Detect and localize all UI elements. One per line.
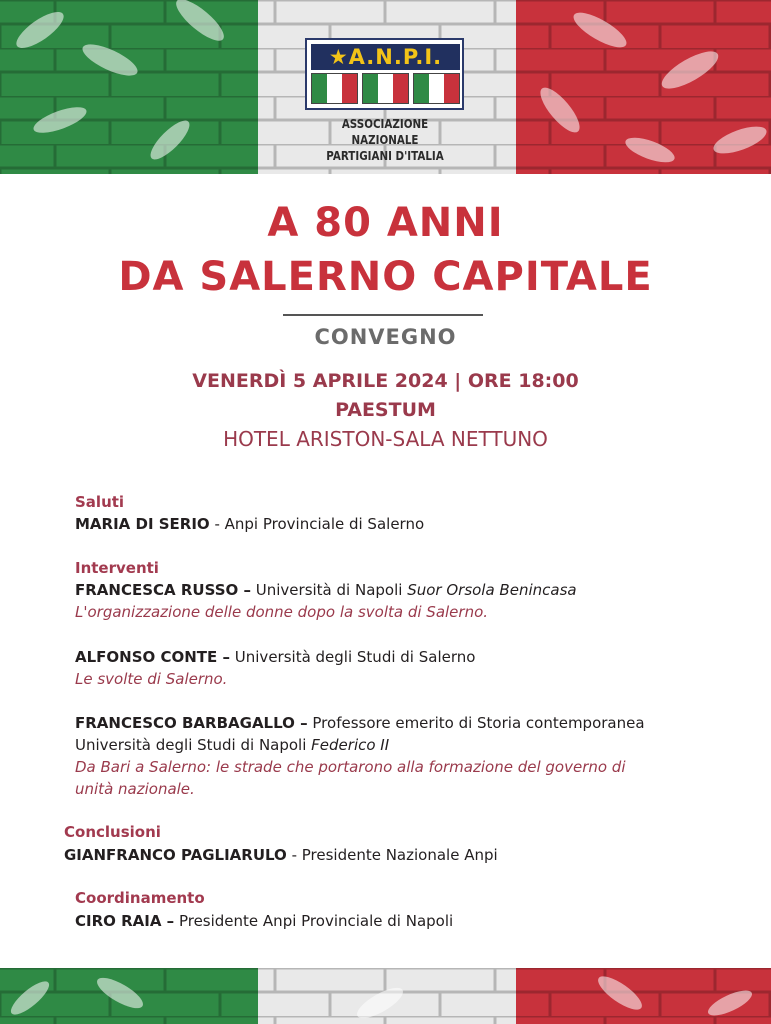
flag-brick-band-bottom	[0, 968, 771, 1024]
speaker-name: FRANCESCA RUSSO –	[75, 581, 251, 599]
speaker-affiliation: Professore emerito di Storia contemporanea	[307, 714, 645, 732]
speaker-role: - Presidente Nazionale Anpi	[286, 846, 498, 864]
speaker-name: FRANCESCO BARBAGALLO –	[75, 714, 308, 732]
speaker-name: GIANFRANCO PAGLIARULO	[64, 846, 287, 864]
speaker-affiliation: Università di Napoli	[251, 581, 408, 599]
speaker-name: MARIA DI SERIO	[75, 515, 210, 533]
anpi-caption-line1: ASSOCIAZIONE NAZIONALE	[341, 117, 429, 147]
speaker-line-barbagallo-2	[75, 736, 389, 754]
section-heading-saluti: Saluti	[75, 493, 125, 511]
section-heading-conclusioni: Conclusioni	[64, 823, 161, 841]
speaker-role: Presidente Anpi Provinciale di Napoli	[174, 912, 454, 930]
anpi-logo	[300, 34, 470, 163]
title-line1: A 80 ANNI	[267, 200, 504, 246]
talk-title-conte: Le svolte di Salerno.	[75, 670, 228, 688]
section-heading-interventi: Interventi	[75, 559, 159, 577]
anpi-acronym: ★A.N.P.I.	[311, 44, 460, 70]
talk-title-barbagallo-2: unità nazionale.	[75, 780, 195, 798]
conclusioni-line	[64, 846, 498, 864]
event-date-time: VENERDÌ 5 APRILE 2024 | ORE 18:00	[192, 370, 579, 392]
title-line2: DA SALERNO CAPITALE	[118, 254, 653, 300]
speaker-affiliation: Università degli Studi di Salerno	[230, 648, 476, 666]
speaker-line-conte	[75, 648, 475, 666]
tricolor-flags	[311, 73, 460, 104]
speaker-role: - Anpi Provinciale di Salerno	[209, 515, 425, 533]
event-type: CONVEGNO	[314, 325, 457, 349]
event-venue: HOTEL ARISTON-SALA NETTUNO	[223, 427, 548, 451]
anpi-caption-line2: PARTIGIANI D'ITALIA	[326, 149, 444, 163]
speaker-affiliation-italic: Suor Orsola Benincasa	[407, 581, 577, 599]
talk-title-barbagallo: Da Bari a Salerno: le strade che portarono alla formazione del governo di	[75, 758, 626, 776]
speaker-name: ALFONSO CONTE –	[75, 648, 231, 666]
anpi-caption	[312, 116, 458, 164]
coordinamento-line	[75, 912, 453, 930]
speaker-line-barbagallo	[75, 714, 645, 732]
speaker-name: CIRO RAIA –	[75, 912, 175, 930]
speaker-affiliation-italic: Federico II	[311, 736, 390, 754]
event-city: PAESTUM	[335, 399, 436, 421]
divider	[283, 314, 483, 316]
section-heading-coordinamento: Coordinamento	[75, 889, 205, 907]
saluti-line	[75, 515, 424, 533]
speaker-line-russo	[75, 581, 577, 599]
speaker-affiliation: Università degli Studi di Napoli	[75, 736, 312, 754]
talk-title-russo: L'organizzazione delle donne dopo la svolta di Salerno.	[75, 603, 489, 621]
flag-brick-pattern-bottom	[0, 968, 771, 1024]
anpi-emblem	[305, 38, 464, 110]
